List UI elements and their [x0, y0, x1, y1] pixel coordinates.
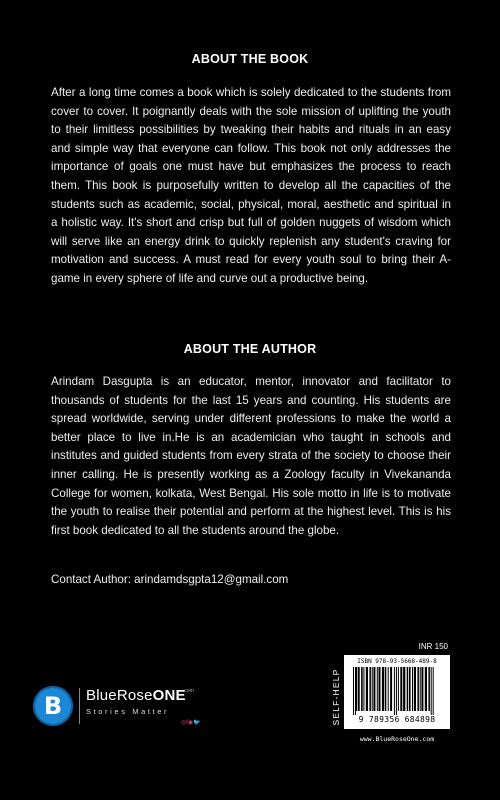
barcode-bar [403, 667, 405, 711]
barcode-bar [358, 667, 360, 711]
barcode-bars [352, 667, 444, 715]
about-author-text: Arindam Dasgupta is an educator, mentor, innovator and facilitator to thousands of students for the last 15 years and counting. His students are spread worldwide, serving under different professions to make the world a better place to live in.He is an academician who taught in schools and institutes and guided students from every strata of the society to choose their inner calling. He is presently working as a Zoology faculty in Vivekananda College for women, kolkata, West Bengal. His sole motto in life is to motivate the youth to realise their potential and perform at the highest level. This is his first book dedicated to all the students around the globe. [51, 375, 451, 537]
barcode-bar [421, 667, 423, 711]
barcode-bar [353, 667, 354, 715]
about-book-heading: ABOUT THE BOOK [191, 52, 309, 66]
barcode-bar [373, 667, 375, 711]
barcode-bar [382, 667, 384, 711]
contact-author: Contact Author: arindamdsgpta12@gmail.com [51, 573, 289, 586]
barcode-bar [396, 667, 397, 715]
publisher-domain-mark: .com [183, 688, 194, 694]
barcode-bar [390, 667, 392, 711]
price-label: INR 150 [418, 642, 448, 651]
publisher-logo [33, 684, 223, 730]
barcode-bar [366, 667, 368, 711]
barcode-bar [431, 667, 432, 715]
barcode-bar [385, 667, 387, 711]
barcode-bar [398, 667, 399, 711]
barcode-bar [412, 667, 413, 711]
barcode-bar [363, 667, 364, 711]
barcode-bar [407, 667, 409, 711]
barcode-bar [425, 667, 427, 711]
about-author-heading: ABOUT THE AUTHOR [183, 342, 317, 356]
barcode-bar [428, 667, 430, 711]
barcode-bar [420, 667, 421, 711]
about-book-text: After a long time comes a book which is solely dedicated to the students from cover to cover. It poignantly deals with the sole mission of uplifting the youth to their limitless possibilities by tweaking their habits and rituals in an easy and simple way that everyone can follow. This book not only addresses the importance of goals one must have but emphasizes the process to reach them. This book is purposefully written to develop all the capacities of the students such as academic, social, physical, moral, aesthetic and spiritual in a holistic way. It's short and crisp but full of golden nuggets of wisdom which will serve like an energy drink to quickly replenish any student's craving for motivation and success. A must read for every youth soul to bring their A-game in every sphere of life and curve out a productive being. [51, 86, 451, 285]
social-icons: ◎f◉🐦 [181, 720, 201, 726]
isbn-barcode [344, 655, 450, 729]
barcode-bar [414, 667, 416, 711]
publisher-logo-icon: B [33, 686, 73, 726]
publisher-name: BlueRoseONE [86, 687, 186, 704]
logo-divider [79, 688, 80, 724]
isbn-number: ISBN 978-93-5668-489-8 [357, 658, 437, 665]
barcode-digits: 9 789356 684898 [358, 715, 436, 724]
barcode-bar [409, 667, 411, 711]
barcode-bar [377, 667, 378, 711]
genre-label: SELF-HELP [331, 668, 341, 726]
barcode-bar [372, 667, 373, 711]
barcode-bar [433, 667, 434, 715]
barcode-bar [355, 667, 356, 715]
publisher-tagline: Stories Matter [86, 707, 170, 716]
barcode-bar [379, 667, 381, 711]
barcode-bar [394, 667, 395, 715]
barcode-bar [356, 667, 357, 711]
barcode-bar [369, 667, 371, 711]
barcode-bar [417, 667, 419, 711]
barcode-bar [388, 667, 389, 711]
barcode-bar [400, 667, 402, 711]
barcode-bar [361, 667, 363, 711]
publisher-website: www.BlueRoseOne.com [359, 735, 435, 743]
